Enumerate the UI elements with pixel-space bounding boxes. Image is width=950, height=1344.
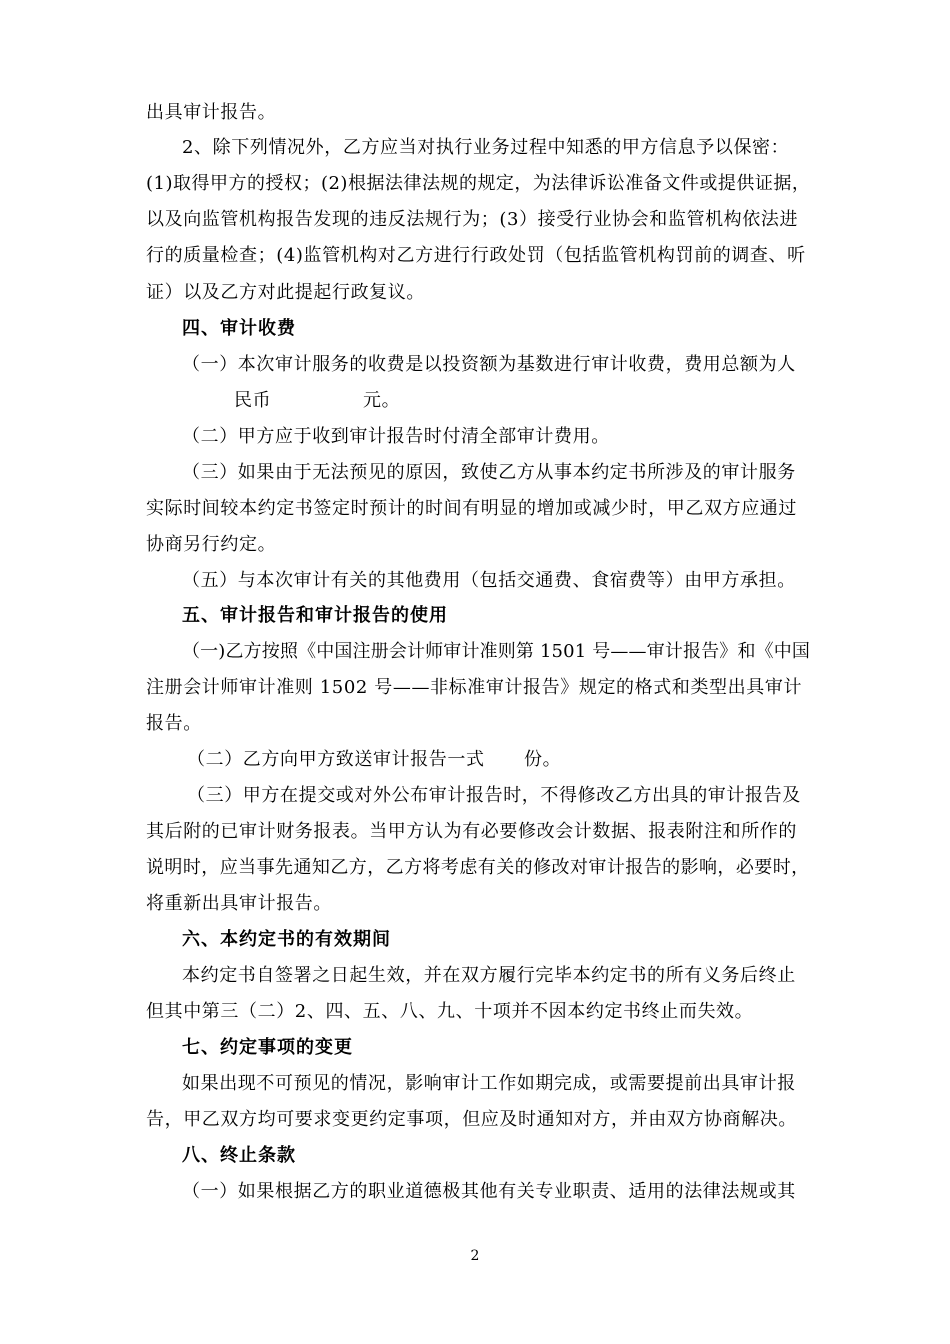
text-line: 2、除下列情况外，乙方应当对执行业务过程中知悉的甲方信息予以保密： — [182, 137, 790, 158]
text-line: 实际时间较本约定书签定时预计的时间有明显的增加或减少时，甲乙双方应通过 — [146, 498, 797, 519]
text-line: （三）甲方在提交或对外公布审计报告时，不得修改乙方出具的审计报告及 — [187, 785, 801, 806]
text-line: 协商另行约定。 — [146, 534, 277, 555]
text-line: 以及向监管机构报告发现的违反法规行为；(3）接受行业协会和监管机构依法进 — [146, 209, 799, 230]
section-heading-report-use: 五、审计报告和审计报告的使用 — [182, 605, 448, 626]
text-line: 注册会计师审计准则 1502 号——非标准审计报告》规定的格式和类型出具审计 — [146, 677, 803, 698]
text-line: 将重新出具审计报告。 — [146, 893, 332, 914]
text-line: 报告。 — [146, 713, 202, 734]
text-line: 行的质量检查；(4)监管机构对乙方进行行政处罚（包括监管机构罚前的调查、听 — [146, 245, 806, 266]
text-line: 本约定书自签署之日起生效，并在双方履行完毕本约定书的所有义务后终止 — [182, 965, 796, 986]
text-line: (1)取得甲方的授权；(2)根据法律法规的规定，为法律诉讼准备文件或提供证据， — [146, 173, 811, 194]
text-line: （一)乙方按照《中国注册会计师审计准则第 1501 号——审计报告》和《中国 — [182, 641, 811, 662]
section-heading-fee: 四、审计收费 — [182, 318, 296, 339]
text-line: （三）如果由于无法预见的原因，致使乙方从事本约定书所涉及的审计服务 — [182, 462, 796, 483]
text-line: 如果出现不可预见的情况，影响审计工作如期完成，或需要提前出具审计报 — [182, 1073, 796, 1094]
text-line: 证）以及乙方对此提起行政复议。 — [146, 282, 425, 303]
section-heading-termination: 八、终止条款 — [182, 1145, 296, 1166]
text-line: 但其中第三（二）2、四、五、八、九、十项并不因本约定书终止而失效。 — [146, 1001, 754, 1022]
text-line: 说明时，应当事先通知乙方，乙方将考虑有关的修改对审计报告的影响，必要时， — [146, 857, 810, 878]
text-line: 元。 — [363, 390, 401, 411]
section-heading-changes: 七、约定事项的变更 — [182, 1037, 353, 1058]
text-line: （一）如果根据乙方的职业道德极其他有关专业职责、适用的法律法规或其 — [182, 1181, 796, 1202]
text-line: 出具审计报告。 — [146, 102, 277, 123]
text-line: 份。 — [524, 749, 562, 770]
text-line: （五）与本次审计有关的其他费用（包括交通费、食宿费等）由甲方承担。 — [182, 570, 796, 591]
text-line: （一）本次审计服务的收费是以投资额为基数进行审计收费，费用总额为人 — [182, 354, 796, 375]
text-line: 告，甲乙双方均可要求变更约定事项，但应及时通知对方，并由双方协商解决。 — [146, 1109, 797, 1130]
page-number: 2 — [470, 1248, 480, 1264]
section-heading-validity: 六、本约定书的有效期间 — [182, 929, 391, 950]
text-line: （二）乙方向甲方致送审计报告一式 — [187, 749, 485, 770]
text-line: 其后附的已审计财务报表。当甲方认为有必要修改会计数据、报表附注和所作的 — [146, 821, 797, 842]
text-line: 民币 — [234, 390, 272, 411]
text-line: （二）甲方应于收到审计报告时付清全部审计费用。 — [182, 426, 610, 447]
